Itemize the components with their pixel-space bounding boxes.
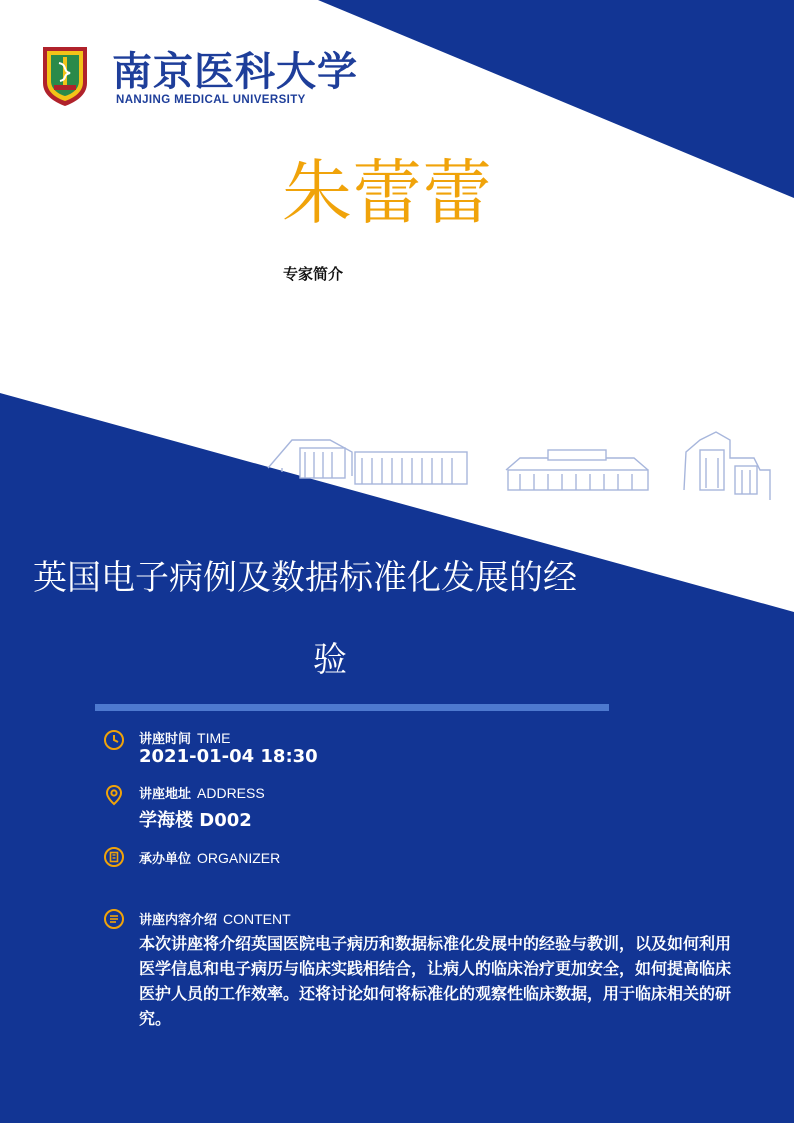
location-pin-icon [103,784,125,806]
organizer-label-en: ORGANIZER [197,850,281,866]
content-description: 本次讲座将介绍英国医院电子病历和数据标准化发展中的经验与教训，以及如何利用医学信息和电子病历与临床实践相结合，让病人的临床治疗更加安全，如何提高临床医护人员的工作效率。还将讨论如何将标准化的观察性临床数据，用于临床相关的研究。 [139,934,732,1028]
time-label-en: TIME [197,730,231,746]
speaker-name: 朱蕾蕾 [282,152,492,234]
speaker-bio-label: 专家简介 [283,265,344,283]
address-label [139,783,265,802]
university-name-cn: 南京医科大学 [112,48,358,95]
time-value: 2021-01-04 18:30 [139,746,318,767]
document-icon [103,908,125,930]
title-divider [95,704,609,711]
content-label-cn: 讲座内容介绍 [139,913,218,928]
content-label-en: CONTENT [223,911,291,927]
organizer-label-cn: 承办单位 [139,852,192,867]
university-logo-emblem [40,45,90,107]
time-label-cn: 讲座时间 [139,732,192,747]
clock-icon [103,729,125,751]
address-label-cn: 讲座地址 [139,787,192,802]
lecture-title-line-2: 验 [313,640,347,680]
lecture-title-line-1: 英国电子病例及数据标准化发展的经 [33,558,577,598]
university-name-en: NANJING MEDICAL UNIVERSITY [116,94,306,106]
address-value: 学海楼 D002 [139,810,252,831]
organizer-label [139,848,280,867]
address-label-en: ADDRESS [197,785,265,801]
content-label [139,909,291,928]
time-label [139,728,230,747]
building-icon [103,846,125,868]
